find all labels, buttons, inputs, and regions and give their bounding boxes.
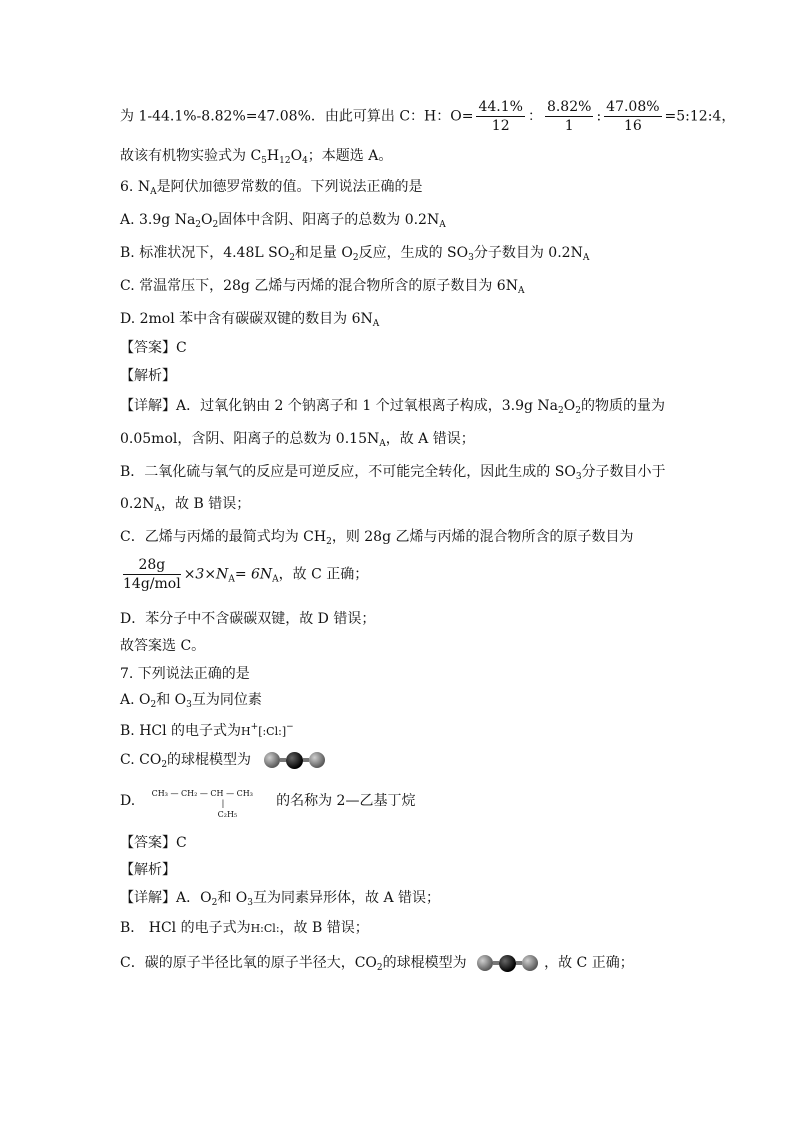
carbon-ball-icon: [499, 955, 516, 972]
question-7-option-c: C. $CO_2$的球棍模型为: [120, 750, 325, 775]
explanation-line-ratio: 为 1-44.1%-8.82%=47.08%．由此可算出 C：H：O= $\frac{44.1\%}{12}$ ： $\frac{8.82\%}{1}$ : $\frac{47.08\%}{16}$ =5:12:4，: [120, 99, 736, 134]
question-6-detail-5: C．乙烯与丙烯的最简式均为 $CH_2$，则 28g 乙烯与丙烯的混合物所含的原子数目为: [120, 529, 634, 547]
question-6-conclusion: 故答案选 C。: [120, 638, 206, 654]
question-6-detail-7: D．苯分子中不含碳碳双键，故 D 错误；: [120, 611, 376, 627]
hcl-electron-formula-wrong: H+[:Cl:]−: [241, 722, 294, 738]
question-7-detail-2: B． HCl 的电子式为H:Cl:，故 B 错误；: [120, 920, 369, 936]
fraction-o: $\frac{47.08\%}{16}$: [606, 99, 660, 134]
oxygen-ball-icon: [522, 955, 538, 971]
question-6-stem: 6. $N_A$是阿伏加德罗常数的值。下列说法正确的是: [120, 179, 423, 197]
question-7-option-a: A. $O_2$和 $O_3$互为同位素: [120, 692, 262, 710]
fraction-molar: $\frac{28g}{\text{14g/mol}}$: [123, 557, 181, 592]
question-6-detail-4: $0.2N_A$，故 B 错误；: [120, 496, 251, 514]
question-7-answer: 【答案】C: [120, 835, 187, 851]
question-7-option-d: D. CH₃ — CH₂ — CH — CH₃ | C₂H₅ 的名称为 2—乙基丁烷: [120, 784, 415, 818]
question-6-answer: 【答案】C: [120, 340, 187, 356]
question-6-detail-6: $\frac{28g}{\text{14g/mol}}$ $\times 3\times N_A= 6N_A$，故 C 正确；: [123, 557, 369, 592]
fraction-c: $\frac{44.1\%}{12}$: [478, 99, 523, 134]
question-7-detail-1: 【详解】A．$O_2$和 $O_3$互为同素异形体，故 A 错误；: [120, 890, 441, 908]
co2-ball-stick-model: [264, 750, 325, 770]
question-6-detail-1: 【详解】A．过氧化钠由 2 个钠离子和 1 个过氧根离子构成，3.9g $Na_2O_2$的物质的量为: [120, 398, 665, 416]
question-6-option-d: D. 2mol 苯中含有碳碳双键的数目为 $6N_A$: [120, 311, 380, 329]
question-6-detail-3: B．二氧化硫与氧气的反应是可逆反应，不可能完全转化，因此生成的 $SO_3$分子数目小于: [120, 464, 666, 482]
question-6-option-a: A. 3.9g $Na_2O_2$固体中含阴、阳离子的总数为 $0.2N_A$: [120, 212, 446, 230]
structural-formula: CH₃ — CH₂ — CH — CH₃ | C₂H₅: [151, 789, 253, 819]
question-6-option-c: C. 常温常压下，28g 乙烯与丙烯的混合物所含的原子数目为 $6N_A$: [120, 278, 525, 296]
question-6-option-b: B. 标准状况下，4.48L $SO_2$和足量 $O_2$反应，生成的 $SO_3$分子数目为 $0.2N_A$: [120, 245, 590, 263]
co2-ball-stick-model-2: [477, 953, 538, 973]
question-6-detail-2: 0.05mol，含阴、阳离子的总数为 $0.15N_A$，故 A 错误；: [120, 431, 475, 449]
question-7-detail-3: C．碳的原子半径比氧的原子半径大，$CO_2$的球棍模型为 ，故 C 正确；: [120, 955, 634, 973]
oxygen-ball-icon: [477, 955, 493, 971]
hcl-electron-formula: H:Cl:: [250, 922, 280, 935]
explanation-line-formula: 故该有机物实验式为 $C_5H_{12}O_4$；本题选 A。: [120, 148, 393, 166]
question-7-stem: 7. 下列说法正确的是: [120, 666, 250, 682]
question-7-option-b: B. HCl 的电子式为H+[:Cl:]−: [120, 722, 294, 739]
oxygen-ball-icon: [309, 752, 325, 768]
carbon-ball-icon: [286, 752, 303, 769]
fraction-h: $\frac{8.82\%}{1}$: [546, 99, 592, 134]
question-7-analysis-heading: 【解析】: [120, 862, 176, 878]
question-6-analysis-heading: 【解析】: [120, 368, 176, 384]
oxygen-ball-icon: [264, 752, 280, 768]
